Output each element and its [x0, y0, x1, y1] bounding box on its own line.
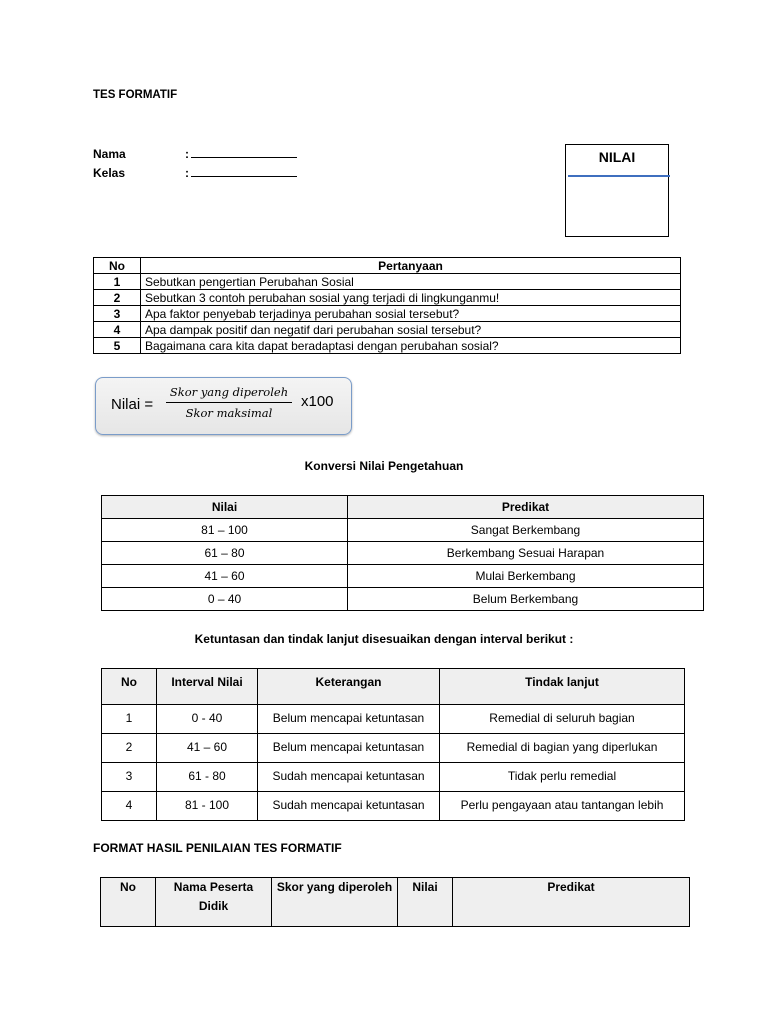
question-text: Sebutkan 3 contoh perubahan sosial yang terjadi di lingkunganmu!: [141, 290, 681, 306]
class-field: [93, 164, 125, 182]
table-row: [94, 274, 681, 290]
question-number: 4: [94, 322, 141, 338]
table-row: [102, 565, 704, 588]
completeness-interval: 81 - 100: [157, 792, 258, 821]
completeness-followup: Perlu pengayaan atau tantangan lebih: [440, 792, 685, 821]
formula-fraction: [166, 385, 292, 420]
formula-numerator: Skor yang diperoleh: [166, 385, 292, 403]
question-text: Apa faktor penyebab terjadinya perubahan sosial tersebut?: [141, 306, 681, 322]
completeness-table: [101, 668, 685, 821]
score-box-divider: [568, 175, 670, 177]
formula-lhs: Nilai =: [111, 396, 154, 413]
result-header-predicate: Predikat: [453, 878, 690, 927]
table-row: [102, 542, 704, 565]
question-text: Bagaimana cara kita dapat beradaptasi dengan perubahan sosial?: [141, 338, 681, 354]
result-format-header-row: [101, 878, 690, 927]
name-label: Nama: [93, 147, 126, 161]
question-number: 3: [94, 306, 141, 322]
name-blank[interactable]: [185, 145, 297, 163]
completeness-interval: 41 – 60: [157, 734, 258, 763]
table-row: [102, 519, 704, 542]
result-format-heading: FORMAT HASIL PENILAIAN TES FORMATIF: [93, 841, 342, 855]
question-text: Sebutkan pengertian Perubahan Sosial: [141, 274, 681, 290]
completeness-followup: Tidak perlu remedial: [440, 763, 685, 792]
question-text: Apa dampak positif dan negatif dari perubahan sosial tersebut?: [141, 322, 681, 338]
conversion-predicate: Sangat Berkembang: [348, 519, 704, 542]
conversion-score: 81 – 100: [102, 519, 348, 542]
formula-multiplier: x100: [301, 393, 334, 410]
table-row: [102, 792, 685, 821]
table-row: [94, 290, 681, 306]
table-row: [94, 306, 681, 322]
completeness-no: 1: [102, 705, 157, 734]
completeness-interval: 61 - 80: [157, 763, 258, 792]
score-box-label: NILAI: [598, 149, 636, 165]
completeness-description: Sudah mencapai ketuntasan: [258, 763, 440, 792]
score-formula: [95, 377, 352, 435]
completeness-header-description: Keterangan: [258, 669, 440, 705]
completeness-description: Sudah mencapai ketuntasan: [258, 792, 440, 821]
completeness-no: 4: [102, 792, 157, 821]
conversion-predicate: Mulai Berkembang: [348, 565, 704, 588]
question-number: 2: [94, 290, 141, 306]
questions-header-row: [94, 258, 681, 274]
result-header-student-name: Nama Peserta Didik: [156, 878, 272, 927]
completeness-description: Belum mencapai ketuntasan: [258, 734, 440, 763]
completeness-no: 3: [102, 763, 157, 792]
result-header-grade: Nilai: [398, 878, 453, 927]
document-title: TES FORMATIF: [93, 89, 178, 101]
formula-denominator: Skor maksimal: [185, 406, 273, 420]
question-number: 5: [94, 338, 141, 354]
result-header-score: Skor yang diperoleh: [272, 878, 398, 927]
table-row: [102, 734, 685, 763]
completeness-followup: Remedial di seluruh bagian: [440, 705, 685, 734]
completeness-description: Belum mencapai ketuntasan: [258, 705, 440, 734]
class-blank[interactable]: [185, 164, 297, 182]
questions-header-question: Pertanyaan: [141, 258, 681, 274]
name-colon: :: [185, 147, 189, 161]
completeness-header-no: No: [102, 669, 157, 705]
completeness-followup: Remedial di bagian yang diperlukan: [440, 734, 685, 763]
completeness-header-interval: Interval Nilai: [157, 669, 258, 705]
completeness-heading: Ketuntasan dan tindak lanjut disesuaikan dengan interval berikut :: [194, 632, 574, 646]
class-label: Kelas: [93, 166, 126, 180]
conversion-header-score: Nilai: [102, 496, 348, 519]
completeness-header-row: [102, 669, 685, 705]
questions-table: [93, 257, 681, 354]
question-number: 1: [94, 274, 141, 290]
conversion-score: 41 – 60: [102, 565, 348, 588]
conversion-predicate: Belum Berkembang: [348, 588, 704, 611]
result-format-table: [100, 877, 690, 927]
class-underline: [191, 166, 297, 177]
conversion-header-row: [102, 496, 704, 519]
class-colon: :: [185, 166, 189, 180]
conversion-heading: Konversi Nilai Pengetahuan: [304, 459, 464, 473]
table-row: [94, 338, 681, 354]
name-field: [93, 145, 126, 163]
conversion-score: 61 – 80: [102, 542, 348, 565]
completeness-interval: 0 - 40: [157, 705, 258, 734]
conversion-score: 0 – 40: [102, 588, 348, 611]
result-header-no: No: [101, 878, 156, 927]
table-row: [102, 705, 685, 734]
questions-header-no: No: [94, 258, 141, 274]
conversion-table: [101, 495, 704, 611]
completeness-no: 2: [102, 734, 157, 763]
name-underline: [191, 147, 297, 158]
table-row: [94, 322, 681, 338]
conversion-header-predicate: Predikat: [348, 496, 704, 519]
score-box: [565, 144, 669, 237]
completeness-header-followup: Tindak lanjut: [440, 669, 685, 705]
table-row: [102, 588, 704, 611]
conversion-predicate: Berkembang Sesuai Harapan: [348, 542, 704, 565]
table-row: [102, 763, 685, 792]
